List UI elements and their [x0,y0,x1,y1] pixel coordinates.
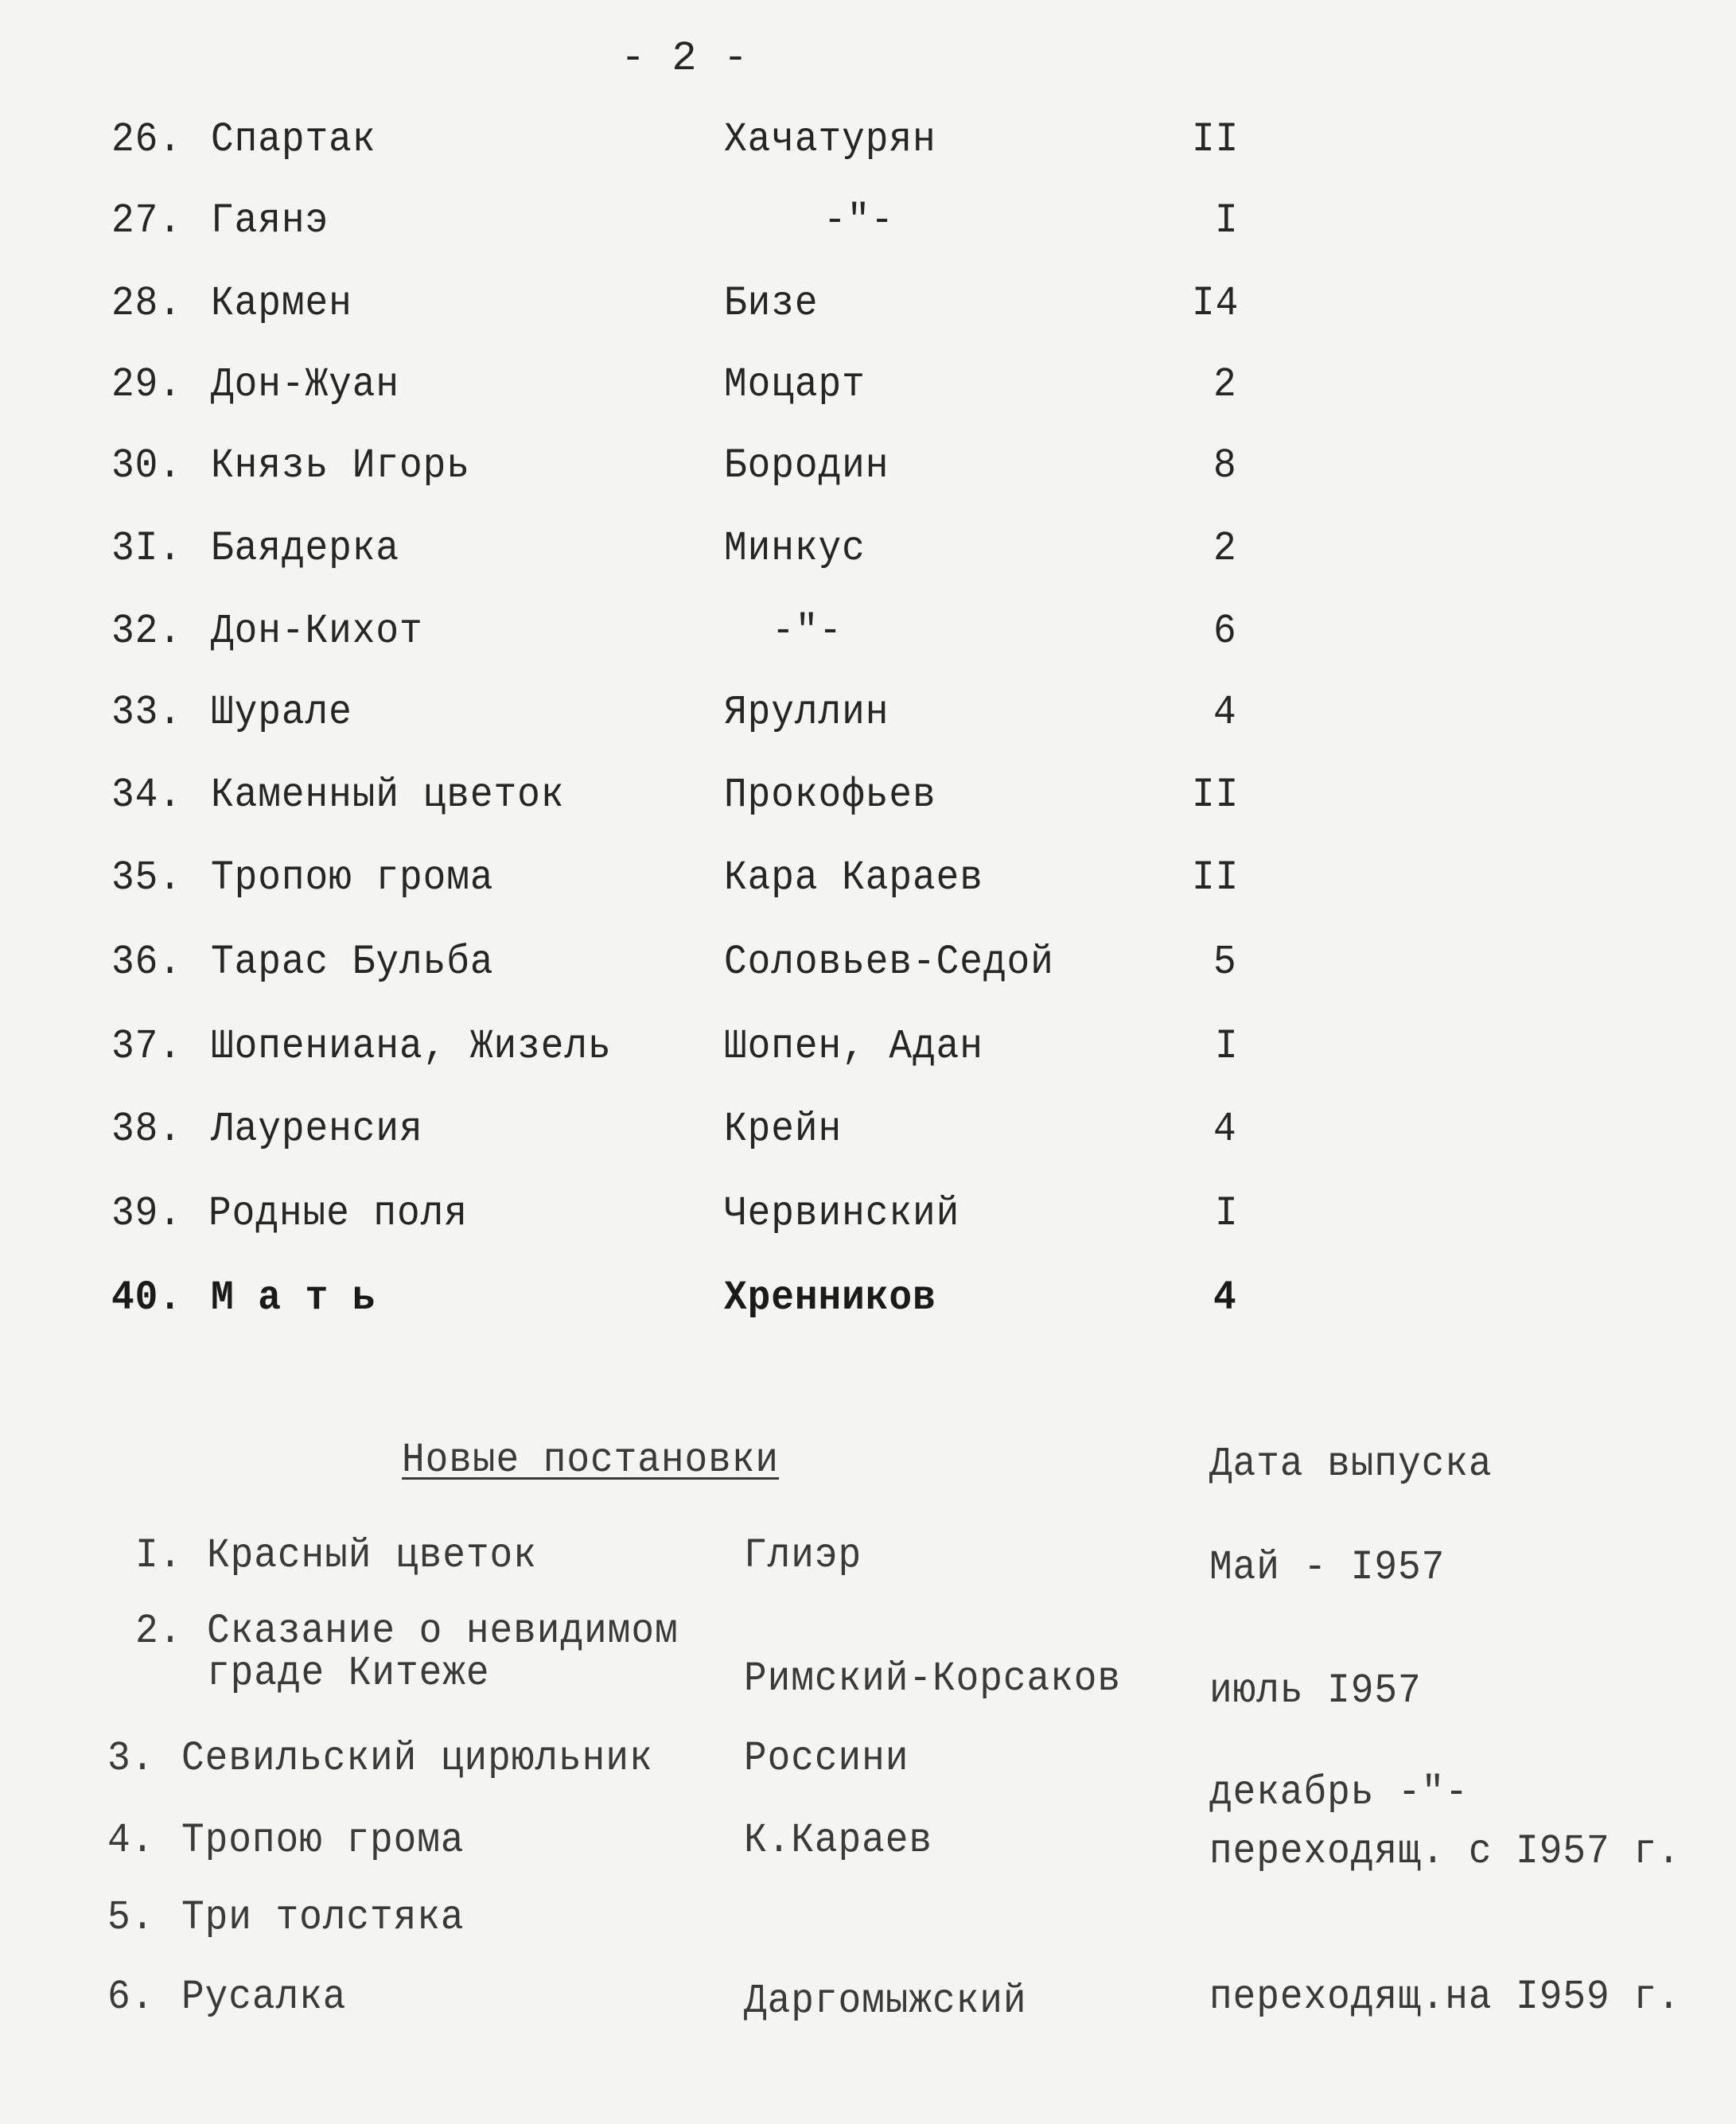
row-39-count: I [1215,1190,1239,1237]
row-33-count: 4 [1213,689,1237,736]
new-6-composer: Даргомыжский [744,1978,1027,2025]
row-40-count: 4 [1213,1274,1237,1321]
row-27-number: 27. [111,197,182,244]
row-36-count: 5 [1213,939,1237,986]
row-26-count: II [1192,116,1240,163]
new-2-title-line2: граде Китеже [207,1650,490,1697]
new-5-title: Три толстяка [181,1894,465,1941]
row-39-number: 39. [111,1190,182,1237]
new-productions-heading: Новые постановки [402,1437,780,1484]
row-28-number: 28. [111,280,182,327]
row-35-title: Тропою грома [211,854,494,901]
row-32-title: Дон-Кихот [211,608,423,655]
new-3-number: 3. [107,1735,155,1782]
row-31-title: Баядерка [211,525,400,572]
row-37-composer: Шопен, Адан [724,1023,983,1070]
new-4-date: переходящ. с I957 г. [1209,1828,1681,1875]
row-29-composer: Моцарт [724,361,866,408]
row-38-number: 38. [111,1106,182,1153]
row-33-number: 33. [111,689,182,736]
row-32-number: 32. [111,608,182,655]
new-1-number: I. [135,1532,183,1579]
new-6-number: 6. [107,1974,155,2021]
row-26-title: Спартак [211,116,376,163]
row-31-number: 3I. [111,525,182,572]
row-35-number: 35. [111,854,182,901]
row-32-composer: -"- [772,608,843,655]
new-4-title: Тропою грома [181,1817,465,1864]
row-27-title: Гаянэ [211,197,329,244]
new-2-date: июль I957 [1209,1667,1422,1714]
row-40-title: М а т ь [211,1274,376,1321]
row-29-title: Дон-Жуан [211,361,400,408]
row-36-number: 36. [111,939,182,986]
new-2-composer: Римский-Корсаков [744,1655,1122,1702]
new-3-date: декабрь -"- [1209,1769,1469,1816]
row-39-title: Родные поля [208,1190,468,1237]
row-29-count: 2 [1213,361,1237,408]
new-2-number: 2. [135,1608,183,1655]
row-28-title: Кармен [211,280,352,327]
row-35-composer: Кара Караев [724,854,983,901]
row-32-count: 6 [1213,608,1237,655]
row-34-composer: Прокофьев [724,772,936,819]
new-6-title: Русалка [181,1974,347,2021]
new-1-title: Красный цветок [207,1532,537,1579]
new-3-title: Севильский цирюльник [181,1735,653,1782]
row-30-composer: Бородин [724,442,889,489]
new-4-number: 4. [107,1817,155,1864]
row-35-count: II [1192,854,1240,901]
new-1-composer: Глиэр [744,1532,862,1579]
new-1-date: Май - I957 [1209,1544,1446,1591]
row-38-composer: Крейн [724,1106,843,1153]
row-31-count: 2 [1213,525,1237,572]
row-33-title: Шурале [211,689,352,736]
new-5-number: 5. [107,1894,155,1941]
row-36-title: Тарас Бульба [211,939,494,986]
row-34-title: Каменный цветок [211,772,565,819]
row-37-number: 37. [111,1023,182,1070]
row-33-composer: Яруллин [724,689,889,736]
page-number: - 2 - [621,35,749,82]
row-37-title: Шопениана, Жизель [211,1023,612,1070]
row-40-composer: Хренников [724,1274,936,1321]
row-27-composer: -"- [823,197,894,244]
row-29-number: 29. [111,361,182,408]
row-40-number: 40. [111,1274,182,1321]
new-2-title-line1: Сказание о невидимом [207,1608,679,1655]
new-4-composer: К.Караев [744,1817,933,1864]
new-6-date: переходящ.на I959 г. [1209,1974,1681,2021]
release-date-heading: Дата выпуска [1209,1441,1493,1488]
row-28-count: I4 [1192,280,1240,327]
row-34-number: 34. [111,772,182,819]
row-26-number: 26. [111,116,182,163]
row-38-title: Лауренсия [211,1106,423,1153]
row-34-count: II [1192,772,1240,819]
row-30-number: 30. [111,442,182,489]
row-30-count: 8 [1213,442,1237,489]
row-27-count: I [1215,197,1239,244]
row-31-composer: Минкус [724,525,866,572]
row-37-count: I [1215,1023,1239,1070]
row-28-composer: Бизе [724,280,819,327]
new-3-composer: Россини [744,1735,909,1782]
row-36-composer: Соловьев-Седой [724,939,1054,986]
row-39-composer: Червинский [724,1190,960,1237]
row-26-composer: Хачатурян [724,116,936,163]
row-38-count: 4 [1213,1106,1237,1153]
row-30-title: Князь Игорь [211,442,470,489]
